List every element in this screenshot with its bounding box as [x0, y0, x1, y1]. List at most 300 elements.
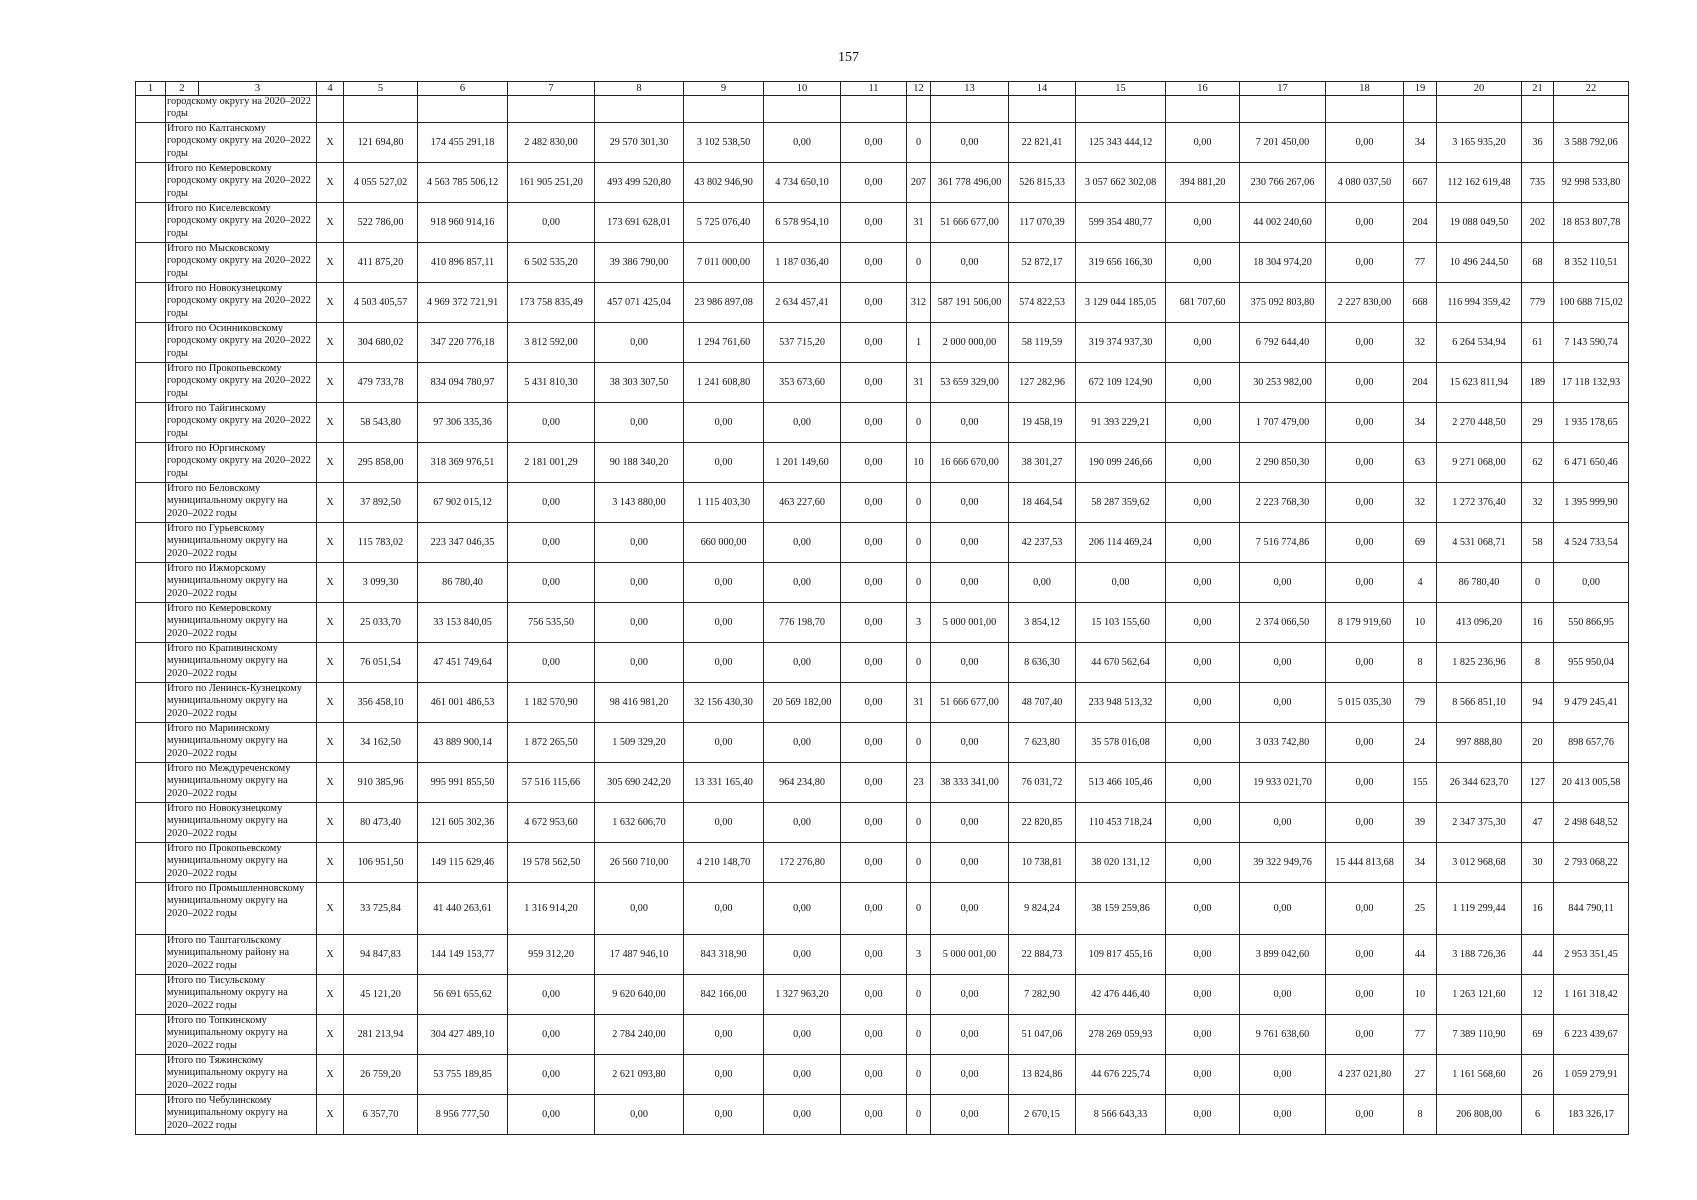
- cell-col-19: 79: [1404, 683, 1437, 723]
- cell-col-15: 0,00: [1076, 563, 1166, 603]
- cell-col-5: 295 858,00: [344, 443, 418, 483]
- cell-col-21: 30: [1522, 843, 1554, 883]
- cell-col-20: 86 780,40: [1437, 563, 1522, 603]
- cell-col-20: 26 344 623,70: [1437, 763, 1522, 803]
- cell-col-4: Х: [317, 935, 344, 975]
- cell-col-12: 0: [907, 1015, 931, 1055]
- cell-col-8: 0,00: [595, 643, 684, 683]
- cell-col-5: [344, 96, 418, 123]
- cell-col-9: 0,00: [684, 803, 764, 843]
- cell-col-18: 0,00: [1326, 123, 1404, 163]
- cell-col-22: 1 059 279,91: [1554, 1055, 1629, 1095]
- cell-col-15: 278 269 059,93: [1076, 1015, 1166, 1055]
- cell-col-15: 44 676 225,74: [1076, 1055, 1166, 1095]
- cell-col-13: 0,00: [931, 523, 1009, 563]
- cell-col-8: 39 386 790,00: [595, 243, 684, 283]
- cell-col-15: 190 099 246,66: [1076, 443, 1166, 483]
- cell-col-8: 3 143 880,00: [595, 483, 684, 523]
- cell-col-9: 7 011 000,00: [684, 243, 764, 283]
- cell-col-5: 411 875,20: [344, 243, 418, 283]
- cell-col-13: 0,00: [931, 643, 1009, 683]
- cell-col-11: 0,00: [841, 975, 907, 1015]
- cell-col-11: 0,00: [841, 563, 907, 603]
- cell-col-9: 660 000,00: [684, 523, 764, 563]
- cell-col-16: 0,00: [1166, 683, 1240, 723]
- cell-name: Итого по Новокузнецкому муниципальному округу на 2020–2022 годы: [166, 803, 317, 843]
- cell-col-19: 44: [1404, 935, 1437, 975]
- table-row: [136, 563, 1629, 603]
- cell-col-20: 4 531 068,71: [1437, 523, 1522, 563]
- cell-col-20: 8 566 851,10: [1437, 683, 1522, 723]
- cell-col-19: 4: [1404, 563, 1437, 603]
- cell-col-11: 0,00: [841, 243, 907, 283]
- cell-col-8: 0,00: [595, 1095, 684, 1135]
- table-row: [136, 683, 1629, 723]
- cell-col-6: 4 563 785 506,12: [418, 163, 508, 203]
- cell-col-17: 0,00: [1240, 683, 1326, 723]
- cell-col-16: 0,00: [1166, 563, 1240, 603]
- cell-col-13: 0,00: [931, 843, 1009, 883]
- cell-col-9: 0,00: [684, 1095, 764, 1135]
- cell-col-5: 6 357,70: [344, 1095, 418, 1135]
- table-row: [136, 763, 1629, 803]
- cell-col-15: 513 466 105,46: [1076, 763, 1166, 803]
- cell-col-18: 0,00: [1326, 243, 1404, 283]
- cell-col-22: 9 479 245,41: [1554, 683, 1629, 723]
- cell-col-6: 67 902 015,12: [418, 483, 508, 523]
- cell-col-10: 172 276,80: [764, 843, 841, 883]
- cell-col-11: 0,00: [841, 283, 907, 323]
- cell-col-11: 0,00: [841, 323, 907, 363]
- column-number-9: 9: [684, 82, 764, 96]
- cell-col-12: 0: [907, 1095, 931, 1135]
- cell-col-6: 47 451 749,64: [418, 643, 508, 683]
- cell-col-19: 27: [1404, 1055, 1437, 1095]
- cell-col-11: 0,00: [841, 483, 907, 523]
- cell-col-4: Х: [317, 603, 344, 643]
- cell-col-1: [136, 443, 166, 483]
- cell-col-10: 6 578 954,10: [764, 203, 841, 243]
- cell-col-14: 0,00: [1009, 563, 1076, 603]
- table-row: [136, 643, 1629, 683]
- cell-col-8: 2 784 240,00: [595, 1015, 684, 1055]
- cell-name: Итого по Кемеровскому городскому округу на 2020–2022 годы: [166, 163, 317, 203]
- cell-col-10: 0,00: [764, 1055, 841, 1095]
- cell-col-17: 0,00: [1240, 803, 1326, 843]
- cell-col-16: 0,00: [1166, 1015, 1240, 1055]
- cell-col-17: 375 092 803,80: [1240, 283, 1326, 323]
- cell-col-5: 58 543,80: [344, 403, 418, 443]
- cell-col-11: 0,00: [841, 883, 907, 935]
- cell-col-21: 735: [1522, 163, 1554, 203]
- cell-col-7: 173 758 835,49: [508, 283, 595, 323]
- cell-col-7: 1 872 265,50: [508, 723, 595, 763]
- cell-col-21: 779: [1522, 283, 1554, 323]
- cell-col-20: 3 012 968,68: [1437, 843, 1522, 883]
- cell-col-12: 0: [907, 843, 931, 883]
- column-number-4: 4: [317, 82, 344, 96]
- cell-col-5: 304 680,02: [344, 323, 418, 363]
- cell-col-16: 0,00: [1166, 975, 1240, 1015]
- cell-col-8: 173 691 628,01: [595, 203, 684, 243]
- cell-col-12: 10: [907, 443, 931, 483]
- cell-col-21: 202: [1522, 203, 1554, 243]
- cell-col-7: 3 812 592,00: [508, 323, 595, 363]
- cell-col-15: 233 948 513,32: [1076, 683, 1166, 723]
- cell-col-9: 0,00: [684, 1015, 764, 1055]
- cell-col-6: 43 889 900,14: [418, 723, 508, 763]
- cell-col-11: 0,00: [841, 643, 907, 683]
- cell-col-19: 204: [1404, 363, 1437, 403]
- cell-col-1: [136, 843, 166, 883]
- cell-col-4: Х: [317, 523, 344, 563]
- cell-col-18: 0,00: [1326, 443, 1404, 483]
- cell-col-1: [136, 975, 166, 1015]
- cell-col-22: 18 853 807,78: [1554, 203, 1629, 243]
- cell-col-8: 493 499 520,80: [595, 163, 684, 203]
- cell-col-8: 0,00: [595, 883, 684, 935]
- cell-col-12: 0: [907, 883, 931, 935]
- cell-col-14: 76 031,72: [1009, 763, 1076, 803]
- cell-col-7: 0,00: [508, 403, 595, 443]
- cell-col-20: 1 825 236,96: [1437, 643, 1522, 683]
- cell-col-18: 0,00: [1326, 935, 1404, 975]
- table-row: [136, 123, 1629, 163]
- cell-col-16: 0,00: [1166, 1095, 1240, 1135]
- cell-col-4: Х: [317, 723, 344, 763]
- cell-col-22: 0,00: [1554, 563, 1629, 603]
- cell-name: Итого по Тисульскому муниципальному округу на 2020–2022 годы: [166, 975, 317, 1015]
- cell-name: Итого по Мариинскому муниципальному округу на 2020–2022 годы: [166, 723, 317, 763]
- cell-col-20: 1 119 299,44: [1437, 883, 1522, 935]
- cell-col-22: 1 161 318,42: [1554, 975, 1629, 1015]
- cell-col-19: 34: [1404, 123, 1437, 163]
- cell-col-8: 98 416 981,20: [595, 683, 684, 723]
- cell-col-15: 110 453 718,24: [1076, 803, 1166, 843]
- cell-col-17: 30 253 982,00: [1240, 363, 1326, 403]
- cell-col-5: 4 503 405,57: [344, 283, 418, 323]
- cell-col-8: 0,00: [595, 523, 684, 563]
- cell-col-15: 38 020 131,12: [1076, 843, 1166, 883]
- cell-col-9: 0,00: [684, 1055, 764, 1095]
- cell-col-10: 2 634 457,41: [764, 283, 841, 323]
- cell-col-12: 31: [907, 363, 931, 403]
- cell-col-10: 0,00: [764, 1095, 841, 1135]
- cell-col-1: [136, 243, 166, 283]
- cell-col-17: 3 899 042,60: [1240, 935, 1326, 975]
- cell-col-19: 8: [1404, 643, 1437, 683]
- cell-col-15: 44 670 562,64: [1076, 643, 1166, 683]
- cell-col-9: 0,00: [684, 443, 764, 483]
- cell-col-9: 0,00: [684, 723, 764, 763]
- cell-col-14: 7 282,90: [1009, 975, 1076, 1015]
- cell-name: Итого по Мысковскому городскому округу на 2020–2022 годы: [166, 243, 317, 283]
- cell-col-4: Х: [317, 283, 344, 323]
- cell-col-13: 587 191 506,00: [931, 283, 1009, 323]
- cell-col-6: 121 605 302,36: [418, 803, 508, 843]
- cell-col-13: 0,00: [931, 883, 1009, 935]
- cell-name: Итого по Тайгинскому городскому округу на 2020–2022 годы: [166, 403, 317, 443]
- cell-col-10: 463 227,60: [764, 483, 841, 523]
- cell-col-19: 204: [1404, 203, 1437, 243]
- cell-col-19: 24: [1404, 723, 1437, 763]
- cell-col-16: 0,00: [1166, 803, 1240, 843]
- cell-col-16: 0,00: [1166, 363, 1240, 403]
- table-row: [136, 523, 1629, 563]
- cell-col-18: 0,00: [1326, 483, 1404, 523]
- table-row: [136, 443, 1629, 483]
- cell-col-14: 22 821,41: [1009, 123, 1076, 163]
- cell-col-5: 25 033,70: [344, 603, 418, 643]
- cell-col-4: Х: [317, 323, 344, 363]
- cell-col-7: 1 316 914,20: [508, 883, 595, 935]
- cell-col-19: 69: [1404, 523, 1437, 563]
- cell-col-12: 0: [907, 243, 931, 283]
- cell-col-19: 10: [1404, 975, 1437, 1015]
- cell-col-4: Х: [317, 683, 344, 723]
- cell-col-9: 0,00: [684, 563, 764, 603]
- cell-col-15: 319 656 166,30: [1076, 243, 1166, 283]
- cell-col-21: 29: [1522, 403, 1554, 443]
- cell-col-5: 33 725,84: [344, 883, 418, 935]
- cell-col-11: 0,00: [841, 935, 907, 975]
- column-number-5: 5: [344, 82, 418, 96]
- cell-col-17: 0,00: [1240, 1055, 1326, 1095]
- cell-col-17: 7 201 450,00: [1240, 123, 1326, 163]
- cell-col-22: 17 118 132,93: [1554, 363, 1629, 403]
- cell-col-4: Х: [317, 843, 344, 883]
- cell-col-6: 347 220 776,18: [418, 323, 508, 363]
- cell-col-12: 31: [907, 203, 931, 243]
- cell-col-11: 0,00: [841, 203, 907, 243]
- cell-col-7: 0,00: [508, 523, 595, 563]
- cell-col-16: 394 881,20: [1166, 163, 1240, 203]
- cell-col-1: [136, 643, 166, 683]
- cell-col-7: [508, 96, 595, 123]
- cell-col-15: 8 566 643,33: [1076, 1095, 1166, 1135]
- cell-col-12: 23: [907, 763, 931, 803]
- cell-col-17: 19 933 021,70: [1240, 763, 1326, 803]
- cell-name: Итого по Осинниковскому городскому округу на 2020–2022 годы: [166, 323, 317, 363]
- cell-col-8: 0,00: [595, 323, 684, 363]
- cell-name: Итого по Беловскому муниципальному округу на 2020–2022 годы: [166, 483, 317, 523]
- cell-col-21: 127: [1522, 763, 1554, 803]
- cell-col-1: [136, 563, 166, 603]
- cell-col-8: 2 621 093,80: [595, 1055, 684, 1095]
- cell-col-18: 0,00: [1326, 363, 1404, 403]
- cell-col-21: 61: [1522, 323, 1554, 363]
- cell-col-21: 47: [1522, 803, 1554, 843]
- cell-col-20: 1 161 568,60: [1437, 1055, 1522, 1095]
- cell-col-18: 2 227 830,00: [1326, 283, 1404, 323]
- cell-col-10: 1 187 036,40: [764, 243, 841, 283]
- cell-col-5: 26 759,20: [344, 1055, 418, 1095]
- cell-col-10: 0,00: [764, 723, 841, 763]
- cell-col-11: [841, 96, 907, 123]
- cell-col-7: 0,00: [508, 643, 595, 683]
- cell-col-4: Х: [317, 403, 344, 443]
- cell-col-8: 17 487 946,10: [595, 935, 684, 975]
- cell-col-22: 3 588 792,06: [1554, 123, 1629, 163]
- cell-col-5: 121 694,80: [344, 123, 418, 163]
- table-row: [136, 283, 1629, 323]
- cell-col-9: 1 241 608,80: [684, 363, 764, 403]
- cell-col-5: 37 892,50: [344, 483, 418, 523]
- table-row: [136, 483, 1629, 523]
- cell-col-7: 19 578 562,50: [508, 843, 595, 883]
- table-row: [136, 975, 1629, 1015]
- cell-col-1: [136, 883, 166, 935]
- cell-col-20: 3 165 935,20: [1437, 123, 1522, 163]
- cell-col-1: [136, 803, 166, 843]
- cell-col-9: 0,00: [684, 643, 764, 683]
- cell-col-21: 32: [1522, 483, 1554, 523]
- cell-col-19: 32: [1404, 323, 1437, 363]
- cell-col-1: [136, 123, 166, 163]
- cell-col-19: 10: [1404, 603, 1437, 643]
- cell-col-8: 26 560 710,00: [595, 843, 684, 883]
- cell-col-16: 0,00: [1166, 843, 1240, 883]
- cell-col-21: 20: [1522, 723, 1554, 763]
- cell-col-11: 0,00: [841, 363, 907, 403]
- cell-col-7: 2 181 001,29: [508, 443, 595, 483]
- cell-col-21: 26: [1522, 1055, 1554, 1095]
- cell-col-1: [136, 323, 166, 363]
- cell-col-21: 58: [1522, 523, 1554, 563]
- cell-name: Итого по Прокопьевскому муниципальному округу на 2020–2022 годы: [166, 843, 317, 883]
- cell-col-12: 0: [907, 975, 931, 1015]
- cell-col-14: 38 301,27: [1009, 443, 1076, 483]
- cell-col-16: 0,00: [1166, 443, 1240, 483]
- cell-col-22: 20 413 005,58: [1554, 763, 1629, 803]
- cell-col-8: 1 632 606,70: [595, 803, 684, 843]
- cell-col-13: 0,00: [931, 403, 1009, 443]
- column-number-13: 13: [931, 82, 1009, 96]
- cell-col-21: 8: [1522, 643, 1554, 683]
- cell-col-20: [1437, 96, 1522, 123]
- cell-col-5: 115 783,02: [344, 523, 418, 563]
- cell-col-11: 0,00: [841, 803, 907, 843]
- cell-col-12: 0: [907, 1055, 931, 1095]
- cell-col-1: [136, 523, 166, 563]
- cell-col-22: 1 395 999,90: [1554, 483, 1629, 523]
- cell-col-9: 0,00: [684, 403, 764, 443]
- cell-col-6: 304 427 489,10: [418, 1015, 508, 1055]
- cell-col-5: 479 733,78: [344, 363, 418, 403]
- cell-col-18: 0,00: [1326, 883, 1404, 935]
- cell-col-20: 7 389 110,90: [1437, 1015, 1522, 1055]
- cell-col-13: 0,00: [931, 483, 1009, 523]
- table-row: [136, 363, 1629, 403]
- cell-col-10: 0,00: [764, 803, 841, 843]
- cell-col-5: 910 385,96: [344, 763, 418, 803]
- cell-col-13: 0,00: [931, 803, 1009, 843]
- cell-name: Итого по Крапивинскому муниципальному округу на 2020–2022 годы: [166, 643, 317, 683]
- cell-col-13: 51 666 677,00: [931, 683, 1009, 723]
- cell-col-4: Х: [317, 1095, 344, 1135]
- cell-name: Итого по Кемеровскому муниципальному округу на 2020–2022 годы: [166, 603, 317, 643]
- cell-name: Итого по Топкинскому муниципальному округу на 2020–2022 годы: [166, 1015, 317, 1055]
- cell-col-22: 183 326,17: [1554, 1095, 1629, 1135]
- cell-col-17: 2 374 066,50: [1240, 603, 1326, 643]
- cell-col-1: [136, 935, 166, 975]
- cell-col-17: 0,00: [1240, 1095, 1326, 1135]
- cell-col-4: Х: [317, 203, 344, 243]
- cell-col-8: 1 509 329,20: [595, 723, 684, 763]
- cell-col-9: 32 156 430,30: [684, 683, 764, 723]
- cell-col-17: 2 290 850,30: [1240, 443, 1326, 483]
- cell-col-12: 3: [907, 935, 931, 975]
- cell-col-18: 0,00: [1326, 203, 1404, 243]
- cell-col-14: 58 119,59: [1009, 323, 1076, 363]
- cell-col-10: 1 201 149,60: [764, 443, 841, 483]
- column-number-21: 21: [1522, 82, 1554, 96]
- cell-col-22: 1 935 178,65: [1554, 403, 1629, 443]
- cell-col-5: 106 951,50: [344, 843, 418, 883]
- column-number-6: 6: [418, 82, 508, 96]
- table-row: [136, 723, 1629, 763]
- cell-col-4: Х: [317, 163, 344, 203]
- cell-col-4: Х: [317, 563, 344, 603]
- column-number-19: 19: [1404, 82, 1437, 96]
- cell-col-7: 6 502 535,20: [508, 243, 595, 283]
- cell-col-19: 63: [1404, 443, 1437, 483]
- cell-col-19: 32: [1404, 483, 1437, 523]
- cell-col-17: 44 002 240,60: [1240, 203, 1326, 243]
- cell-col-6: 918 960 914,16: [418, 203, 508, 243]
- cell-col-12: 0: [907, 803, 931, 843]
- cell-col-10: 0,00: [764, 883, 841, 935]
- cell-col-10: 776 198,70: [764, 603, 841, 643]
- cell-col-18: 0,00: [1326, 975, 1404, 1015]
- cell-col-11: 0,00: [841, 123, 907, 163]
- cell-col-17: [1240, 96, 1326, 123]
- cell-col-21: 68: [1522, 243, 1554, 283]
- cell-col-18: 0,00: [1326, 723, 1404, 763]
- cell-col-15: 38 159 259,86: [1076, 883, 1166, 935]
- cell-col-6: 4 969 372 721,91: [418, 283, 508, 323]
- cell-name: Итого по Гурьевскому муниципальному округу на 2020–2022 годы: [166, 523, 317, 563]
- cell-col-16: 0,00: [1166, 1055, 1240, 1095]
- cell-col-22: 7 143 590,74: [1554, 323, 1629, 363]
- cell-col-4: Х: [317, 243, 344, 283]
- cell-col-7: 2 482 830,00: [508, 123, 595, 163]
- table-row: [136, 803, 1629, 843]
- cell-col-7: 57 516 115,66: [508, 763, 595, 803]
- cell-col-5: 94 847,83: [344, 935, 418, 975]
- cell-col-20: 19 088 049,50: [1437, 203, 1522, 243]
- cell-name: Итого по Юргинскому городскому округу на 2020–2022 годы: [166, 443, 317, 483]
- cell-col-10: 4 734 650,10: [764, 163, 841, 203]
- header-row: [136, 82, 1629, 96]
- cell-col-10: 0,00: [764, 563, 841, 603]
- cell-col-16: 0,00: [1166, 203, 1240, 243]
- cell-col-4: Х: [317, 803, 344, 843]
- column-number-20: 20: [1437, 82, 1522, 96]
- cell-col-20: 9 271 068,00: [1437, 443, 1522, 483]
- cell-col-22: 2 953 351,45: [1554, 935, 1629, 975]
- cell-col-7: 959 312,20: [508, 935, 595, 975]
- cell-col-18: 4 080 037,50: [1326, 163, 1404, 203]
- cell-col-6: 410 896 857,11: [418, 243, 508, 283]
- cell-col-5: 356 458,10: [344, 683, 418, 723]
- table-row: [136, 203, 1629, 243]
- cell-col-11: 0,00: [841, 763, 907, 803]
- cell-col-12: 207: [907, 163, 931, 203]
- cell-col-10: 1 327 963,20: [764, 975, 841, 1015]
- cell-col-19: 39: [1404, 803, 1437, 843]
- cell-col-1: [136, 1015, 166, 1055]
